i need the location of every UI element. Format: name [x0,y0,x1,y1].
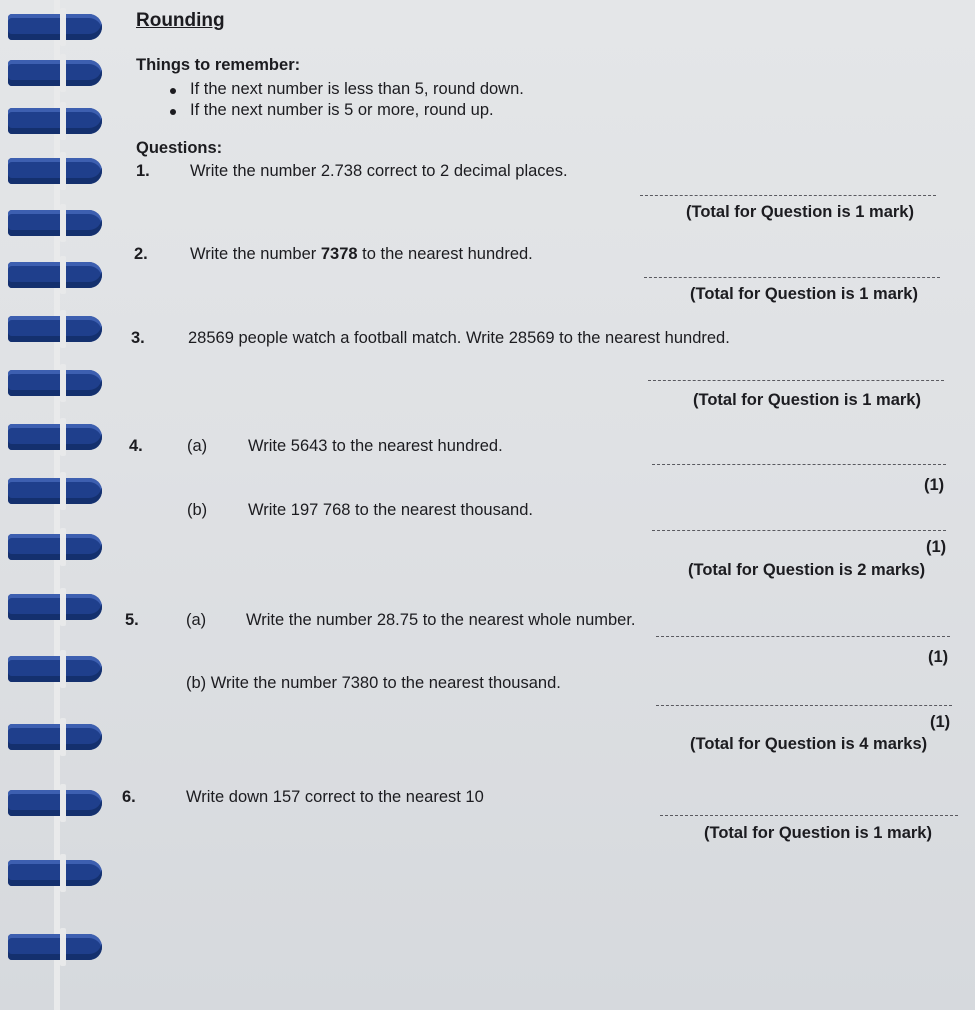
question-text: Write the number 28.75 to the nearest whole number. [246,611,636,629]
question-text: (b) Write the number 7380 to the nearest thousand. [186,674,561,692]
page-title: Rounding [136,10,225,31]
answer-line[interactable] [656,636,950,637]
answer-line[interactable] [648,380,944,381]
part-label: (b) [187,501,208,519]
question-number: 2. [134,245,148,263]
question-text: Write 197 768 to the nearest thousand. [248,501,533,519]
question-number: 3. [131,329,145,347]
question-total: (Total for Question is 2 marks) [688,561,926,579]
question-total: (Total for Question is 1 mark) [704,824,932,842]
part-mark: (1) [924,476,945,494]
question-number: 4. [129,437,143,455]
question-total: (Total for Question is 1 mark) [690,285,918,303]
question-text: 28569 people watch a football match. Write 28569 to the nearest hundred. [188,329,730,347]
question-text: Write the number 2.738 correct to 2 decimal places. [190,162,568,180]
answer-line[interactable] [644,277,940,278]
bold-number: 7378 [320,245,358,263]
part-mark: (1) [928,648,949,666]
question-text: Write 5643 to the nearest hundred. [248,437,503,455]
part-label: (a) [187,437,208,455]
answer-line[interactable] [640,195,936,196]
answer-line[interactable] [652,464,946,465]
question-total: (Total for Question is 4 marks) [690,735,928,753]
question-number: 5. [125,611,139,629]
reminder-item: If the next number is less than 5, round down. [190,80,524,98]
questions-heading: Questions: [136,139,223,157]
answer-line[interactable] [656,705,952,706]
question-text: Write the number 7378 to the nearest hundred. [190,245,533,263]
answer-line[interactable] [660,815,958,816]
part-mark: (1) [926,538,947,556]
reminder-item: If the next number is 5 or more, round up. [190,101,494,119]
reminder-heading: Things to remember: [136,56,301,74]
question-text: Write down 157 correct to the nearest 10 [186,788,484,806]
part-label: (a) [186,611,207,629]
bullet-icon [170,88,176,94]
answer-line[interactable] [652,530,946,531]
question-number: 1. [136,162,150,180]
bullet-icon [170,109,176,115]
question-number: 6. [122,788,136,806]
question-total: (Total for Question is 1 mark) [693,391,921,409]
question-total: (Total for Question is 1 mark) [686,203,914,221]
part-mark: (1) [930,713,951,731]
